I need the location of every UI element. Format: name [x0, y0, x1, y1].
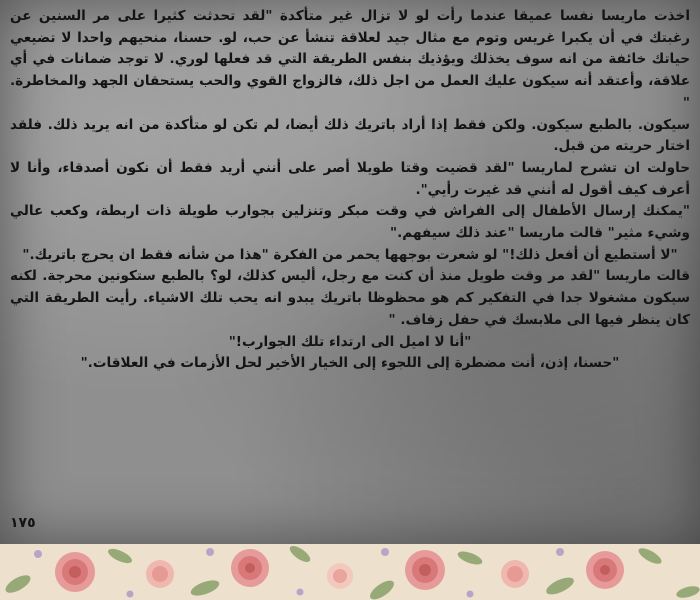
paragraph-5: "لا أستطيع أن أفعل ذلك!" لو شعرت بوجهها يحمر من الفكرة "هذا من شأنه فقط ان يحرج باتريك." [22, 246, 678, 263]
floral-border [0, 544, 700, 600]
story-text [10, 6, 690, 375]
paragraph-4: "يمكنك إرسال الأطفال إلى الفراش في وقت مبكر وتنزلين بجوارب طويلة ذات اربطة، وكعب عالي وشيء مثير" قالت ماريسا "عند ذلك سيفهم." [10, 203, 690, 242]
paragraph-7: "أنا لا اميل الى ارتداء تلك الجوارب!" [228, 333, 472, 350]
floral-pattern-image [0, 544, 700, 600]
paragraph-6: قالت ماريسا "لقد مر وقت طويل منذ أن كنت مع رجل، أليس كذلك، لو؟ بالطبع ستكونين محرجة. لكنه سيكون مشغولا جدا في التفكير كم هو محظوظا باتريك يبدو انه يحب تلك الاشياء. رأيت الطريقة التي كان ينظر فيها الى ملابسك في حفل زفاف. " [10, 268, 690, 328]
page-number: ١٧٥ [10, 515, 36, 531]
paragraph-1: اخذت ماريسا نفسا عميقا عندما رأت لو لا تزال غير متأكدة "لقد تحدثت كثيرا على مر السنين عن رغبتك في أن يكبرا غريس وتوم مع مثال جيد لعلاقة تنشأ عن حب، لو. حسنا، منحيهم واحدا لا تضيعي حياتك خائفة من انه سوف يخذلك ويؤذيك بنفس الطريقة التي قد فعلها لوري. لا توجد ضمانات في أي علاقة، وأعتقد أنه سيكون عليك العمل من اجل ذلك، فالزواج القوي والحب يستحقان الجهد والمخاطرة. " [10, 8, 690, 111]
roses [55, 549, 624, 592]
paragraph-3: حاولت ان تشرح لماريسا "لقد قضيت وقتا طويلا أصر على أنني أريد فقط أن نكون أصدقاء، وأنا لا أعرف كيف أقول له أنني قد غيرت رأيي". [10, 159, 690, 198]
paragraph-2: سيكون. بالطبع سيكون. ولكن فقط إذا أراد باتريك ذلك أيضا، لم تكن لو متأكدة من انه يريد ذلك. فلقد اختار حريته من قبل. [10, 116, 690, 155]
paragraph-8: "حسنا، إذن، أنت مضطرة إلى اللجوء إلى الخيار الأخير لحل الأزمات في العلاقات." [80, 355, 620, 372]
